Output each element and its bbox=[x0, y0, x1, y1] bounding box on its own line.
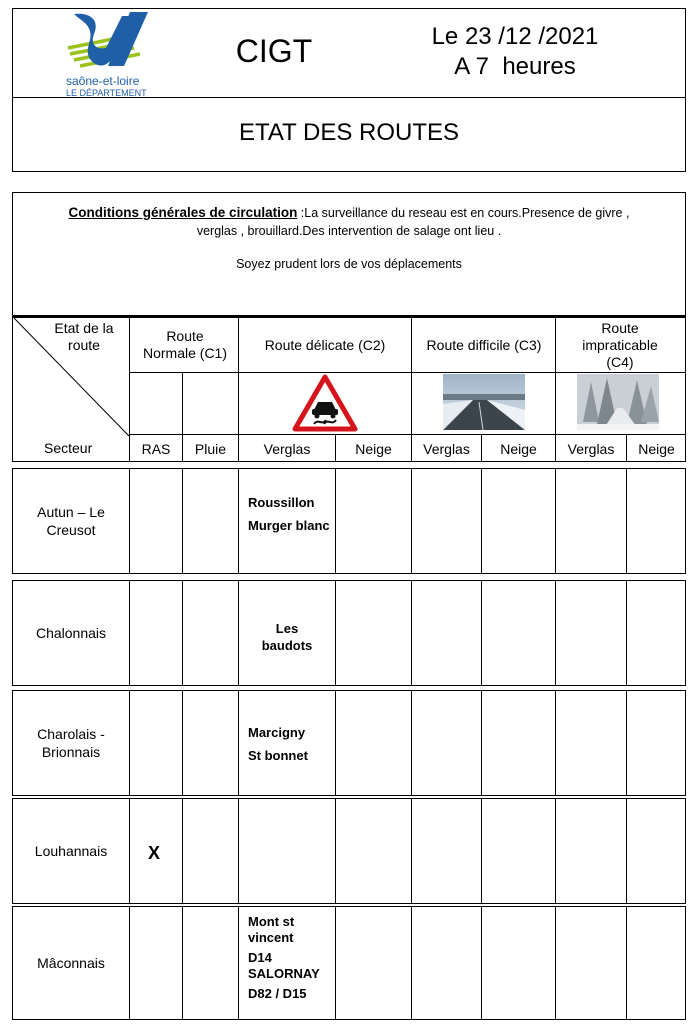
place-name: Murger blanc bbox=[248, 518, 330, 533]
sector-name: Autun – Le Creusot bbox=[37, 504, 105, 538]
sector-name: Louhannais bbox=[34, 843, 108, 859]
center-title: CIGT bbox=[235, 33, 313, 69]
conditions-advice: Soyez prudent lors de vos déplacements bbox=[236, 257, 462, 271]
group-c4: Route impraticable (C4) bbox=[582, 319, 658, 370]
place-name: D14 SALORNAY bbox=[248, 950, 320, 981]
conditions-label: Conditions générales de circulation bbox=[68, 205, 298, 220]
subheader-c3-verglas: Verglas bbox=[423, 440, 470, 457]
subheader-c4-neige: Neige bbox=[638, 440, 675, 457]
sector-name: Mâconnais bbox=[37, 955, 105, 971]
place-name: D82 / D15 bbox=[248, 986, 307, 1001]
logo-sub: LE DÉPARTEMENT bbox=[66, 88, 147, 98]
sector-name: Charolais - Brionnais bbox=[37, 726, 105, 760]
date-line: Le 23 /12 /2021 bbox=[431, 23, 599, 50]
time-line: A 7 heures bbox=[454, 53, 576, 80]
page-subtitle: ETAT DES ROUTES bbox=[238, 119, 460, 146]
place-name: Mont st vincent bbox=[248, 914, 295, 945]
place-name: St bonnet bbox=[248, 748, 308, 763]
subheader-c4-verglas: Verglas bbox=[567, 440, 615, 457]
ras-mark: X bbox=[148, 843, 161, 863]
subheader-pluie: Pluie bbox=[194, 440, 227, 457]
subheader-ras: RAS bbox=[141, 440, 171, 457]
place-name: Marcigny bbox=[248, 725, 306, 740]
group-c3: Route difficile (C3) bbox=[426, 336, 542, 353]
corner-bottom-label: Secteur bbox=[44, 440, 93, 456]
sector-name: Chalonnais bbox=[35, 625, 107, 641]
group-c1: Route Normale (C1) bbox=[142, 328, 227, 361]
group-c2: Route délicate (C2) bbox=[264, 336, 386, 353]
place-name: Les baudots bbox=[261, 621, 313, 653]
subheader-c2-neige: Neige bbox=[355, 440, 392, 457]
conditions-line2: verglas , brouillard.Des intervention de salage ont lieu . bbox=[196, 224, 502, 238]
place-name: Roussillon bbox=[248, 495, 315, 510]
conditions-line1: :La surveillance du reseau est en cours.Presence de givre , bbox=[297, 206, 630, 220]
corner-top-label: Etat de la route bbox=[54, 320, 114, 353]
logo-name: saône-et-loire bbox=[66, 74, 140, 88]
subheader-c2-verglas: Verglas bbox=[263, 440, 311, 457]
subheader-c3-neige: Neige bbox=[500, 440, 537, 457]
